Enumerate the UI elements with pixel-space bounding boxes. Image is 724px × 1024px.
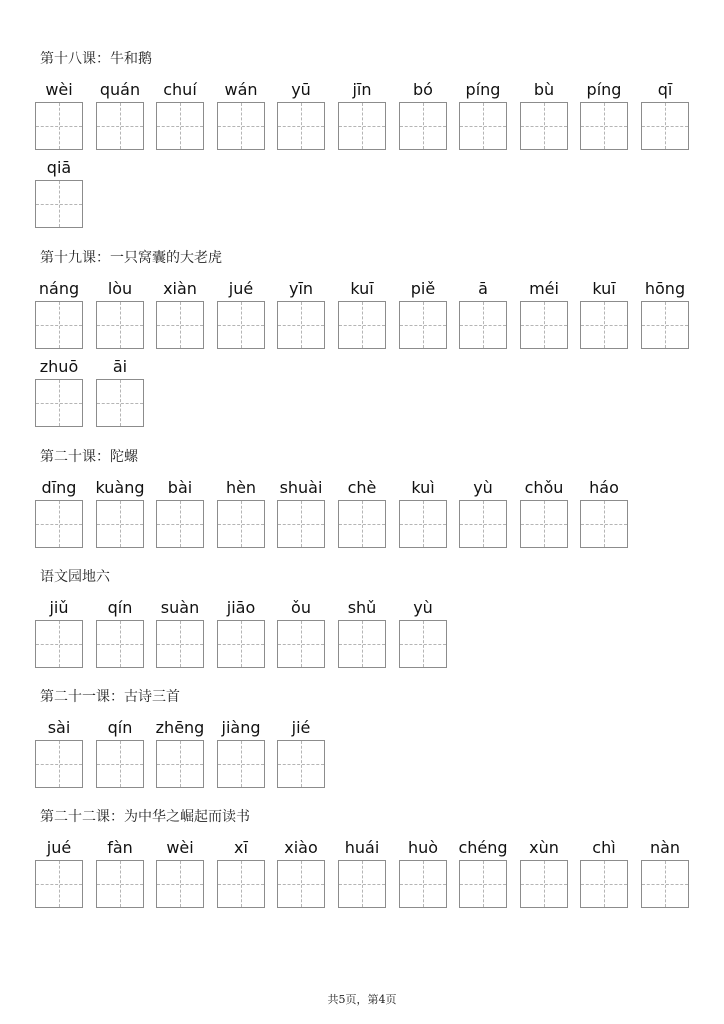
writing-grid-box[interactable] — [641, 860, 689, 908]
pinyin-label: fàn — [107, 838, 133, 857]
pinyin-label: háo — [589, 478, 619, 497]
pinyin-label: piě — [410, 279, 436, 298]
writing-grid-box[interactable] — [217, 500, 265, 548]
writing-grid-box[interactable] — [156, 620, 204, 668]
writing-grid-box[interactable] — [35, 500, 83, 548]
pinyin-label: qī — [657, 80, 673, 99]
lesson-title: 第二十课：陀螺 — [40, 449, 138, 465]
writing-grid-box[interactable] — [459, 102, 507, 150]
pinyin-label: kuì — [411, 478, 435, 497]
writing-grid-box[interactable] — [35, 102, 83, 150]
writing-grid-box[interactable] — [338, 500, 386, 548]
writing-grid-box[interactable] — [217, 301, 265, 349]
writing-grid-box[interactable] — [96, 620, 144, 668]
writing-grid-box[interactable] — [35, 379, 83, 427]
pinyin-label: jiǔ — [49, 598, 69, 617]
pinyin-label: wèi — [45, 80, 73, 99]
pinyin-label: chǒu — [524, 478, 564, 497]
writing-grid-box[interactable] — [96, 860, 144, 908]
pinyin-label: bó — [413, 80, 433, 99]
writing-grid-box[interactable] — [35, 860, 83, 908]
pinyin-label: lòu — [107, 279, 133, 298]
writing-grid-box[interactable] — [641, 301, 689, 349]
writing-grid-box[interactable] — [96, 379, 144, 427]
writing-grid-box[interactable] — [35, 740, 83, 788]
writing-grid-box[interactable] — [580, 301, 628, 349]
pinyin-label: bù — [533, 80, 555, 99]
pinyin-label: suàn — [160, 598, 200, 617]
pinyin-label: ā — [478, 279, 488, 298]
pinyin-label: jué — [228, 279, 254, 298]
lesson-title: 第二十二课：为中华之崛起而读书 — [40, 809, 250, 825]
writing-grid-box[interactable] — [35, 620, 83, 668]
writing-grid-box[interactable] — [156, 860, 204, 908]
writing-grid-box[interactable] — [277, 102, 325, 150]
writing-grid-box[interactable] — [520, 301, 568, 349]
writing-grid-box[interactable] — [35, 180, 83, 228]
lesson-title: 第十九课：一只窝囊的大老虎 — [40, 250, 222, 266]
pinyin-label: jué — [46, 838, 72, 857]
pinyin-label: méi — [529, 279, 559, 298]
pinyin-label: yù — [473, 478, 493, 497]
pinyin-label: ǒu — [291, 598, 311, 617]
writing-grid-box[interactable] — [217, 102, 265, 150]
pinyin-label: kuī — [592, 279, 616, 298]
writing-grid-box[interactable] — [399, 860, 447, 908]
pinyin-label: píng — [465, 80, 501, 99]
writing-grid-box[interactable] — [641, 102, 689, 150]
writing-grid-box[interactable] — [459, 860, 507, 908]
writing-grid-box[interactable] — [96, 500, 144, 548]
writing-grid-box[interactable] — [217, 740, 265, 788]
pinyin-label: sài — [47, 718, 71, 737]
writing-grid-box[interactable] — [156, 102, 204, 150]
pinyin-label: qiā — [46, 158, 72, 177]
page-footer: 共5页，第4页 — [327, 993, 397, 1006]
pinyin-label: yù — [413, 598, 433, 617]
pinyin-label: xiào — [284, 838, 318, 857]
pinyin-label: xùn — [529, 838, 559, 857]
pinyin-label: shǔ — [347, 598, 377, 617]
writing-grid-box[interactable] — [459, 301, 507, 349]
pinyin-label: quán — [99, 80, 141, 99]
writing-grid-box[interactable] — [277, 860, 325, 908]
pinyin-label: wèi — [166, 838, 194, 857]
lesson-title: 第二十一课：古诗三首 — [40, 689, 180, 705]
pinyin-label: xiàn — [163, 279, 197, 298]
pinyin-label: yīn — [288, 279, 314, 298]
writing-grid-box[interactable] — [277, 740, 325, 788]
pinyin-label: shuài — [279, 478, 323, 497]
pinyin-label: wán — [224, 80, 258, 99]
writing-grid-box[interactable] — [156, 740, 204, 788]
pinyin-label: xī — [234, 838, 248, 857]
writing-grid-box[interactable] — [277, 500, 325, 548]
pinyin-label: dīng — [41, 478, 77, 497]
writing-grid-box[interactable] — [156, 500, 204, 548]
pinyin-label: jiàng — [221, 718, 261, 737]
writing-grid-box[interactable] — [35, 301, 83, 349]
pinyin-label: zhēng — [155, 718, 205, 737]
writing-grid-box[interactable] — [96, 740, 144, 788]
pinyin-label: āi — [112, 357, 128, 376]
lesson-title: 语文园地六 — [40, 569, 110, 585]
pinyin-label: zhuō — [39, 357, 79, 376]
writing-grid-box[interactable] — [399, 102, 447, 150]
pinyin-label: bài — [167, 478, 193, 497]
writing-grid-box[interactable] — [338, 620, 386, 668]
pinyin-label: huái — [344, 838, 380, 857]
pinyin-label: chè — [347, 478, 377, 497]
writing-grid-box[interactable] — [580, 500, 628, 548]
pinyin-label: hèn — [225, 478, 257, 497]
writing-grid-box[interactable] — [520, 860, 568, 908]
pinyin-label: jié — [291, 718, 311, 737]
pinyin-label: yū — [291, 80, 311, 99]
writing-grid-box[interactable] — [399, 301, 447, 349]
pinyin-label: chì — [592, 838, 616, 857]
pinyin-label: kuī — [350, 279, 374, 298]
writing-grid-box[interactable] — [277, 301, 325, 349]
writing-grid-box[interactable] — [338, 860, 386, 908]
pinyin-label: qín — [107, 718, 133, 737]
pinyin-label: qín — [107, 598, 133, 617]
pinyin-label: píng — [586, 80, 622, 99]
pinyin-label: hōng — [644, 279, 686, 298]
writing-grid-box[interactable] — [338, 301, 386, 349]
writing-grid-box[interactable] — [520, 102, 568, 150]
pinyin-label: kuàng — [95, 478, 145, 497]
writing-grid-box[interactable] — [399, 500, 447, 548]
pinyin-label: nàn — [649, 838, 681, 857]
lesson-title: 第十八课：牛和鹅 — [40, 51, 152, 67]
pinyin-label: chéng — [458, 838, 508, 857]
pinyin-label: jiāo — [226, 598, 256, 617]
pinyin-label: chuí — [163, 80, 197, 99]
writing-grid-box[interactable] — [399, 620, 447, 668]
writing-grid-box[interactable] — [96, 102, 144, 150]
writing-grid-box[interactable] — [277, 620, 325, 668]
writing-grid-box[interactable] — [156, 301, 204, 349]
writing-grid-box[interactable] — [217, 620, 265, 668]
writing-grid-box[interactable] — [580, 102, 628, 150]
writing-grid-box[interactable] — [580, 860, 628, 908]
writing-grid-box[interactable] — [217, 860, 265, 908]
writing-grid-box[interactable] — [520, 500, 568, 548]
writing-grid-box[interactable] — [459, 500, 507, 548]
pinyin-label: jīn — [352, 80, 372, 99]
writing-grid-box[interactable] — [96, 301, 144, 349]
pinyin-label: huò — [407, 838, 439, 857]
writing-grid-box[interactable] — [338, 102, 386, 150]
pinyin-label: náng — [38, 279, 80, 298]
